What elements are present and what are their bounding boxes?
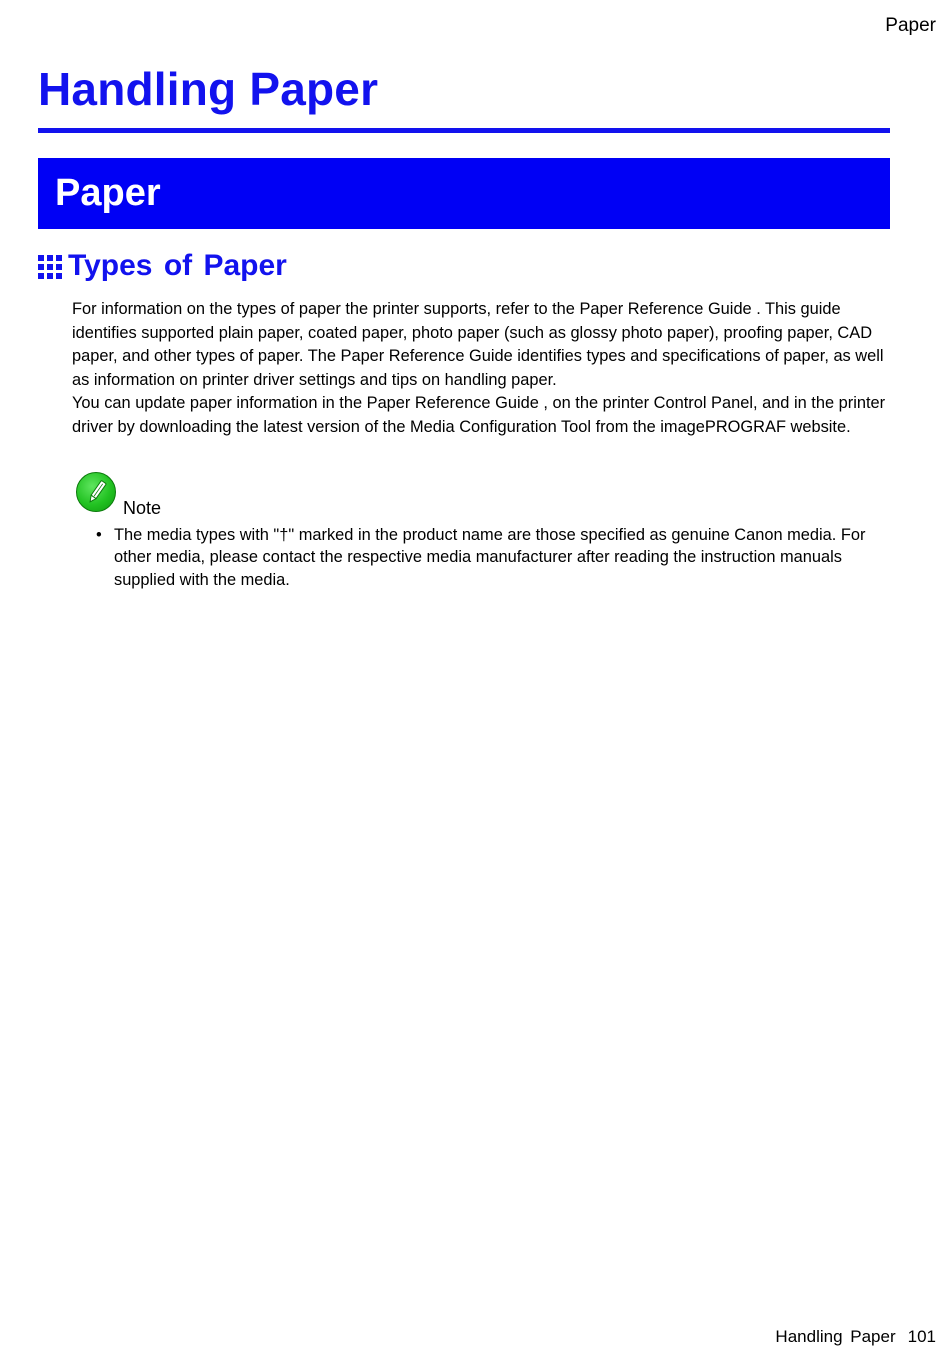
note-item-text: The media types with "†" marked in the product name are those specified as genuine Canon media. For other media, please contact the respective media manufacturer after reading the instruction manuals supplied with the media. (114, 526, 866, 589)
running-header: Paper (885, 15, 936, 36)
bullet: • (96, 526, 102, 544)
pencil-note-icon (76, 472, 116, 512)
subsection-heading (38, 249, 287, 283)
chapter-title: Handling Paper (38, 63, 379, 115)
running-footer (775, 1327, 936, 1347)
section-banner (38, 158, 890, 229)
footer-chapter-label: Handling Paper (775, 1327, 896, 1346)
grid-icon (38, 255, 62, 279)
body-text (72, 298, 897, 440)
list-item (96, 524, 886, 591)
note-label: Note (123, 498, 162, 518)
chapter-divider (38, 128, 890, 133)
body-paragraph: You can update paper information in the Paper Reference Guide , on the printer Control Panel, and in the printer driver by downloading the latest version of the Media Configuration Tool from the imagePROGRAF website. (72, 394, 886, 436)
subsection-title: Types of Paper (68, 249, 287, 282)
note-list (96, 524, 886, 591)
page-number: 101 (907, 1327, 936, 1346)
body-paragraph: For information on the types of paper the printer supports, refer to the Paper Reference Guide . This guide identifies supported plain paper, coated paper, photo paper (such as glossy photo paper), proofing paper, CAD paper, and other types of paper. The Paper Reference Guide identifies types and specifications of paper, as well as information on printer driver settings and tips on handling paper. (72, 300, 884, 389)
section-title: Paper (55, 172, 161, 214)
